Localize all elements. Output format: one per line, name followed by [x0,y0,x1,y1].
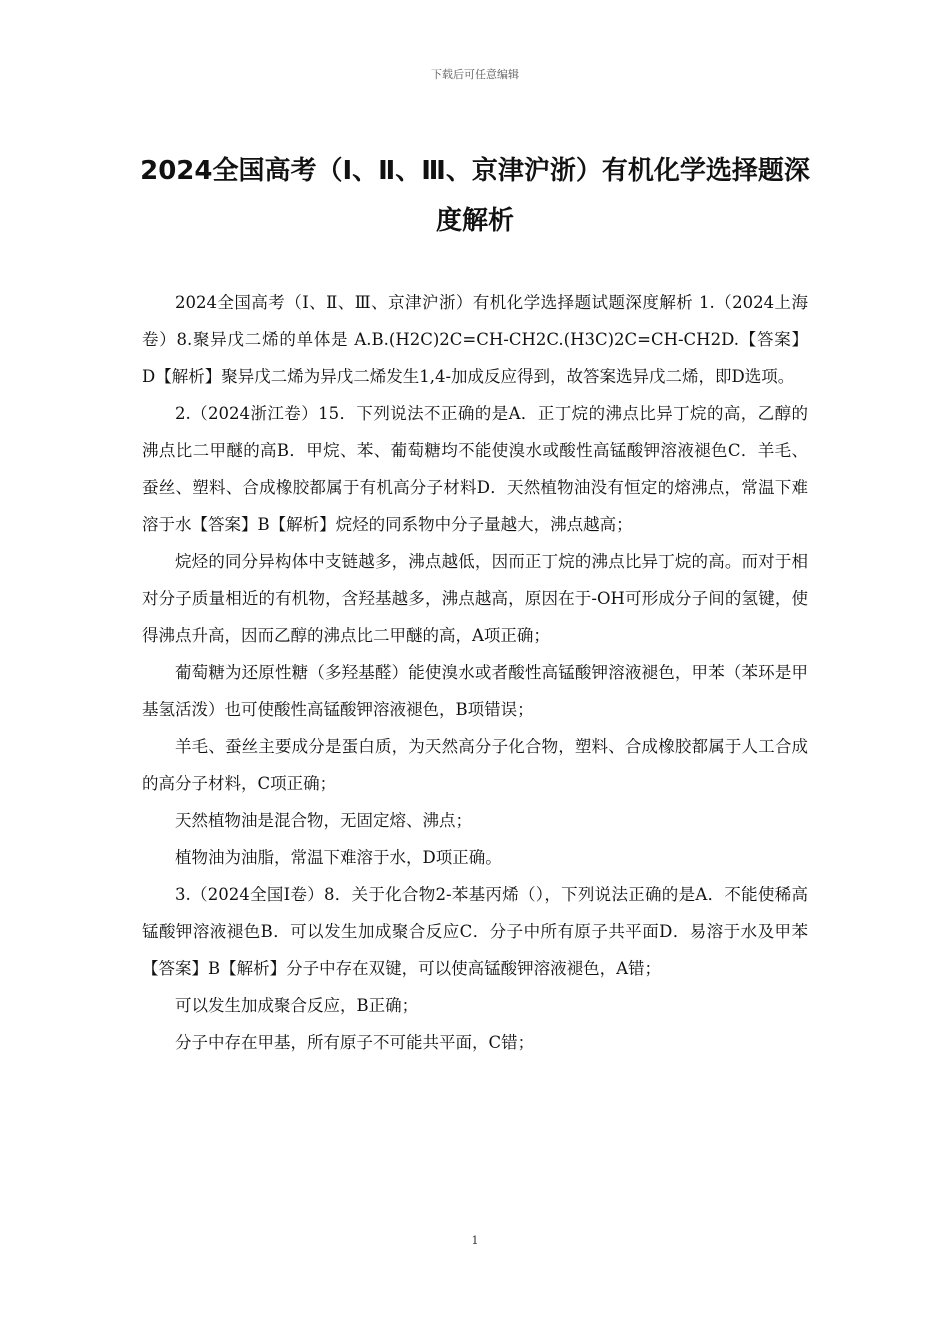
paragraph-4: 葡萄糖为还原性糖（多羟基醛）能使溴水或者酸性高锰酸钾溶液褪色，甲苯（苯环是甲基氢活泼）也可使酸性高锰酸钾溶液褪色，B项错误； [142,663,808,719]
document-body [142,284,808,1061]
paragraph-2: 2.（2024浙江卷）15．下列说法不正确的是A．正丁烷的沸点比异丁烷的高，乙醇的沸点比二甲醚的高B．甲烷、苯、葡萄糖均不能使溴水或酸性高锰酸钾溶液褪色C．羊毛、蚕丝、塑料、合成橡胶都属于有机高分子材料D．天然植物油没有恒定的熔沸点，常温下难溶于水【答案】B【解析】烷烃的同系物中分子量越大，沸点越高； [142,404,808,534]
paragraph-1: 2024全国高考（Ⅰ、Ⅱ、Ⅲ、京津沪浙）有机化学选择题试题深度解析 1.（2024上海卷）8.聚异戊二烯的单体是 A.B.(H2C)2C=CH-CH2C.(H3C)2C=CH-CH2D.【答案】D【解析】聚异戊二烯为异戊二烯发生1,4-加成反应得到，故答案选异戊二烯，即D选项。 [142,293,808,386]
paragraph-3: 烷烃的同分异构体中支链越多，沸点越低，因而正丁烷的沸点比异丁烷的高。而对于相对分子质量相近的有机物，含羟基越多，沸点越高，原因在于-OH可形成分子间的氢键，使得沸点升高，因而乙醇的沸点比二甲醚的高，A项正确； [142,552,808,645]
document-title: 2024全国高考（Ⅰ、Ⅱ、Ⅲ、京津沪浙）有机化学选择题深度解析 [140,156,810,236]
paragraph-7: 植物油为油脂，常温下难溶于水，D项正确。 [175,848,502,867]
page-header: 下载后可任意编辑 [431,68,519,81]
paragraph-9: 可以发生加成聚合反应，B正确； [175,996,419,1015]
paragraph-8: 3.（2024全国Ⅰ卷）8．关于化合物2-苯基丙烯（），下列说法正确的是A．不能使稀高锰酸钾溶液褪色B．可以发生加成聚合反应C．分子中所有原子共平面D．易溶于水及甲苯【答案】B【解析】分子中存在双键，可以使高锰酸钾溶液褪色，A错； [142,885,808,978]
paragraph-5: 羊毛、蚕丝主要成分是蛋白质，为天然高分子化合物，塑料、合成橡胶都属于人工合成的高分子材料，C项正确； [142,737,808,793]
paragraph-10: 分子中存在甲基，所有原子不可能共平面，C错； [175,1033,535,1052]
paragraph-6: 天然植物油是混合物，无固定熔、沸点； [175,811,472,830]
page-number: 1 [471,1234,479,1247]
